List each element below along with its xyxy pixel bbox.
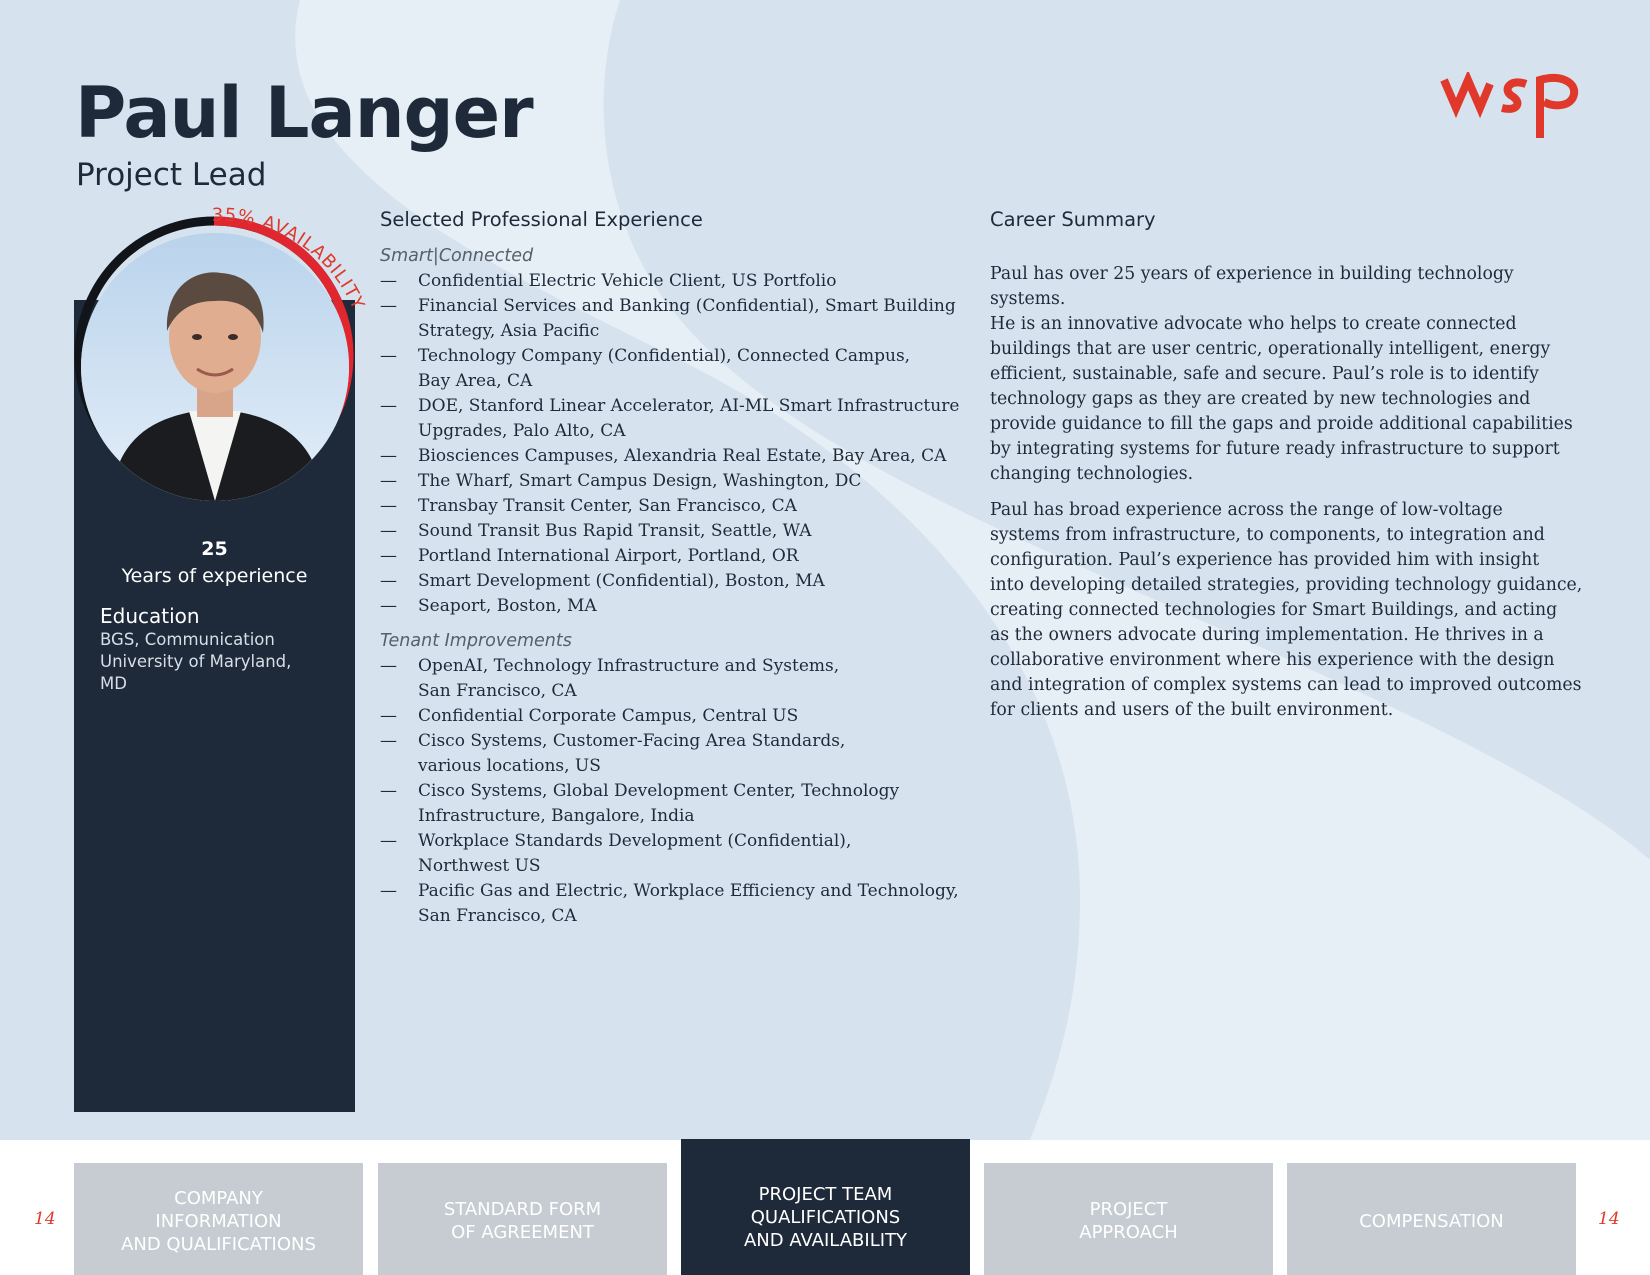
summary-line: systems from infrastructure, to components, to integration and: [990, 525, 1545, 545]
dash-bullet: —: [380, 296, 397, 316]
experience-item: [380, 544, 960, 569]
experience-item: [380, 829, 960, 879]
education-line: BGS, Communication: [100, 630, 275, 649]
dash-bullet: —: [380, 706, 397, 726]
dash-bullet: —: [380, 596, 397, 616]
dash-bullet: —: [380, 271, 397, 291]
person-role: Project Lead: [76, 157, 267, 193]
education-line: University of Maryland,: [100, 652, 292, 671]
footer-tab[interactable]: COMPANY INFORMATION AND QUALIFICATIONS: [74, 1163, 363, 1275]
summary-paragraph: [990, 498, 1590, 723]
dash-bullet: —: [380, 346, 397, 366]
experience-item-line: Seaport, Boston, MA: [418, 596, 597, 616]
experience-item: [380, 469, 960, 494]
dash-bullet: —: [380, 881, 397, 901]
summary-line: into developing detailed strategies, providing technology guidance,: [990, 575, 1583, 595]
experience-group-list: [380, 269, 960, 619]
experience-item: [380, 654, 960, 704]
experience-item-line: Technology Company (Confidential), Connected Campus,: [418, 346, 911, 366]
experience-item-line: Bay Area, CA: [418, 371, 533, 391]
experience-item-line: Strategy, Asia Pacific: [418, 321, 600, 341]
experience-item-line: Cisco Systems, Global Development Center, Technology: [418, 781, 900, 801]
experience-item-line: Biosciences Campuses, Alexandria Real Estate, Bay Area, CA: [418, 446, 947, 466]
experience-item-line: OpenAI, Technology Infrastructure and Systems,: [418, 656, 840, 676]
summary-line: technology gaps as they are created by new technologies and: [990, 389, 1531, 409]
dash-bullet: —: [380, 781, 397, 801]
portrait-image: [81, 233, 349, 501]
experience-item: [380, 294, 960, 344]
experience-item-line: Financial Services and Banking (Confidential), Smart Building: [418, 296, 956, 316]
experience-item-line: various locations, US: [418, 756, 601, 776]
experience-item-line: Upgrades, Palo Alto, CA: [418, 421, 626, 441]
summary-heading: Career Summary: [990, 208, 1156, 231]
dash-bullet: —: [380, 731, 397, 751]
footer-tab[interactable]: PROJECT TEAM QUALIFICATIONS AND AVAILABILITY: [681, 1139, 970, 1275]
experience-item-line: San Francisco, CA: [418, 681, 577, 701]
summary-paragraph: [990, 262, 1590, 487]
experience-item-line: Northwest US: [418, 856, 541, 876]
experience-item: [380, 344, 960, 394]
summary-line: and integration of complex systems can lead to improved outcomes: [990, 675, 1582, 695]
summary-line: Paul has over 25 years of experience in building technology systems.: [990, 264, 1514, 309]
experience-item-line: Sound Transit Bus Rapid Transit, Seattle, WA: [418, 521, 812, 541]
dash-bullet: —: [380, 546, 397, 566]
experience-group-title: Smart|Connected: [380, 246, 534, 266]
summary-line: by integrating systems for future ready infrastructure to support: [990, 439, 1560, 459]
experience-item-line: Cisco Systems, Customer-Facing Area Standards,: [418, 731, 846, 751]
summary-line: collaborative environment where his experience with the design: [990, 650, 1555, 670]
dash-bullet: —: [380, 831, 397, 851]
experience-item: [380, 879, 960, 929]
footer-tab[interactable]: STANDARD FORM OF AGREEMENT: [378, 1163, 667, 1275]
education-details: [100, 629, 340, 695]
dash-bullet: —: [380, 656, 397, 676]
experience-item-line: Portland International Airport, Portland, OR: [418, 546, 799, 566]
dash-bullet: —: [380, 571, 397, 591]
experience-item: [380, 444, 960, 469]
experience-list: [380, 244, 960, 929]
person-name: Paul Langer: [75, 72, 533, 154]
experience-item-line: Smart Development (Confidential), Boston, MA: [418, 571, 825, 591]
experience-item-line: Workplace Standards Development (Confidential),: [418, 831, 852, 851]
profile-photo: [81, 233, 349, 501]
summary-line: as the owners advocate during implementation. He thrives in a: [990, 625, 1544, 645]
summary-line: for clients and users of the built environment.: [990, 700, 1394, 720]
experience-heading: Selected Professional Experience: [380, 208, 703, 231]
summary-line: buildings that are user centric, operationally intelligent, energy: [990, 339, 1551, 359]
experience-item: [380, 569, 960, 594]
summary-line: Paul has broad experience across the range of low-voltage: [990, 500, 1503, 520]
career-summary: [990, 262, 1590, 734]
experience-item-line: Pacific Gas and Electric, Workplace Efficiency and Technology,: [418, 881, 959, 901]
experience-item-line: Infrastructure, Bangalore, India: [418, 806, 695, 826]
experience-group-title: Tenant Improvements: [380, 631, 572, 651]
summary-line: creating connected technologies for Smart Buildings, and acting: [990, 600, 1558, 620]
education-title: Education: [100, 604, 200, 628]
experience-item-line: Confidential Electric Vehicle Client, US Portfolio: [418, 271, 837, 291]
years-experience-value: 25: [201, 538, 228, 560]
page-number-left: 14: [34, 1209, 56, 1229]
wsp-logo: [1440, 72, 1580, 138]
footer-tab[interactable]: COMPENSATION: [1287, 1163, 1576, 1275]
summary-line: configuration. Paul’s experience has provided him with insight: [990, 550, 1540, 570]
experience-item-line: San Francisco, CA: [418, 906, 577, 926]
summary-line: changing technologies.: [990, 464, 1194, 484]
dash-bullet: —: [380, 521, 397, 541]
experience-item-line: DOE, Stanford Linear Accelerator, AI-ML Smart Infrastructure: [418, 396, 960, 416]
footer-tab[interactable]: PROJECT APPROACH: [984, 1163, 1273, 1275]
summary-line: He is an innovative advocate who helps to create connected: [990, 314, 1517, 334]
experience-item: [380, 779, 960, 829]
experience-item: [380, 394, 960, 444]
experience-item: [380, 494, 960, 519]
years-experience-label: Years of experience: [121, 565, 308, 587]
page-number-right: 14: [1598, 1209, 1620, 1229]
experience-item-line: Transbay Transit Center, San Francisco, CA: [418, 496, 797, 516]
experience-item: [380, 519, 960, 544]
summary-line: efficient, sustainable, safe and secure. Paul’s role is to identify: [990, 364, 1539, 384]
experience-item: [380, 269, 960, 294]
dash-bullet: —: [380, 496, 397, 516]
dash-bullet: —: [380, 446, 397, 466]
experience-item-line: The Wharf, Smart Campus Design, Washington, DC: [418, 471, 862, 491]
summary-line: provide guidance to fill the gaps and proide additional capabilities: [990, 414, 1573, 434]
experience-item-line: Confidential Corporate Campus, Central US: [418, 706, 799, 726]
experience-group-list: [380, 654, 960, 929]
dash-bullet: —: [380, 396, 397, 416]
availability-label: 35% AVAILABILITY: [211, 204, 369, 314]
dash-bullet: —: [380, 471, 397, 491]
experience-item: [380, 704, 960, 729]
education-line: MD: [100, 674, 127, 693]
experience-item: [380, 594, 960, 619]
experience-item: [380, 729, 960, 779]
